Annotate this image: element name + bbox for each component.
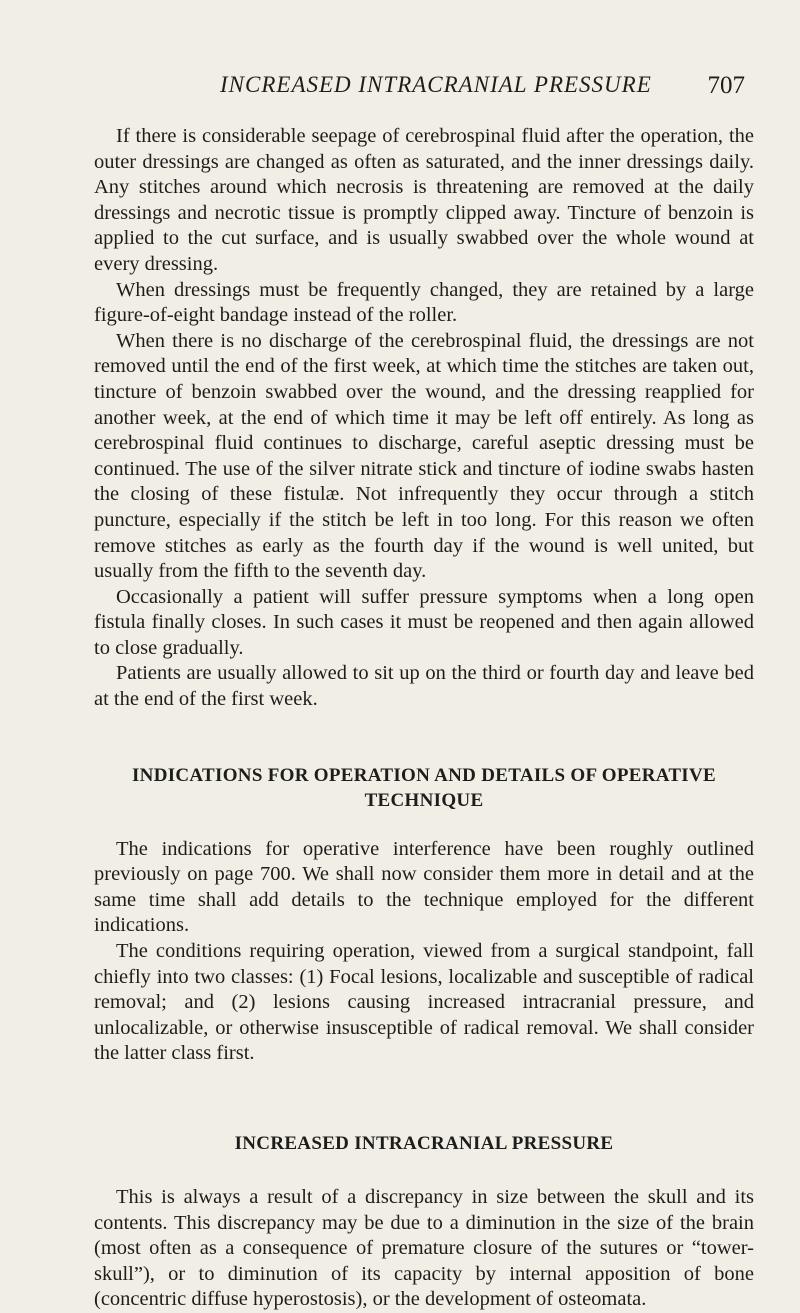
paragraph-bandage: When dressings must be frequently changed, they are retained by a large figure-of-eight bandage instead of the roller. (94, 278, 754, 327)
page-body (94, 124, 754, 1313)
heading-increased-pressure: INCREASED INTRACRANIAL PRESSURE (234, 1133, 614, 1154)
paragraph-discrepancy: This is always a result of a discrepancy in size between the skull and its contents. This discrepancy may be due to a diminution in the size of the brain (most often as a consequence of premature closure of the sutures or “tower-skull”), or to diminution of its capacity by internal apposition of bone (concentric diffuse hyperostosis), or the development of osteomata. (94, 1186, 754, 1311)
paragraph-conditions: The conditions requiring operation, viewed from a surgical standpoint, fall chiefly into two classes: (1) Focal lesions, localizable and susceptible of radical removal; and (2) lesions causing increased intracranial pressure, and unlocalizable, or otherwise insusceptible of radical removal. We shall consider the latter class first. (94, 940, 754, 1065)
paragraph-seepage: If there is considerable seepage of cerebrospinal fluid after the operation, the outer dressings are changed as often as saturated, and the inner dressings daily. Any stitches around which necrosis is threatening are removed at the daily dressings and necrotic tissue is promptly clipped away. Tincture of benzoin is applied to the cut surface, and is usually swabbed over the whole wound at every dressing. (94, 125, 754, 275)
running-title: INCREASED INTRACRANIAL PRESSURE (220, 72, 652, 97)
paragraph-no-discharge: When there is no discharge of the cerebrospinal fluid, the dressings are not removed until the end of the first week, at which time the stitches are taken out, tincture of benzoin swabbed over the wound, and the dressing reapplied for another week, at the end of which time it may be left off entirely. As long as cerebrospinal fluid continues to discharge, careful aseptic dressing must be continued. The use of the silver nitrate stick and tincture of iodine swabs hasten the closing of these fistulæ. Not infrequently they occur through a stitch puncture, especially if the stitch be left in too long. For this reason we often remove stitches as early as the fourth day if the wound is well united, but usually from the fifth to the seventh day. (94, 329, 754, 583)
page-number: 707 (707, 72, 745, 99)
paragraph-sit-up: Patients are usually allowed to sit up on the third or fourth day and leave bed at the end of the first week. (94, 662, 754, 711)
paragraph-indications: The indications for operative interference have been roughly outlined previously on page 700. We shall now consider them more in detail and at the same time shall add details to the technique employed for the different indications. (94, 837, 754, 937)
paragraph-fistula: Occasionally a patient will suffer pressure symptoms when a long open fistula finally closes. In such cases it must be reopened and then again allowed to close gradually. (94, 585, 754, 659)
running-head (220, 72, 745, 106)
heading-indications: INDICATIONS FOR OPERATION AND DETAILS OF OPERATIVE TECHNIQUE (131, 764, 717, 811)
